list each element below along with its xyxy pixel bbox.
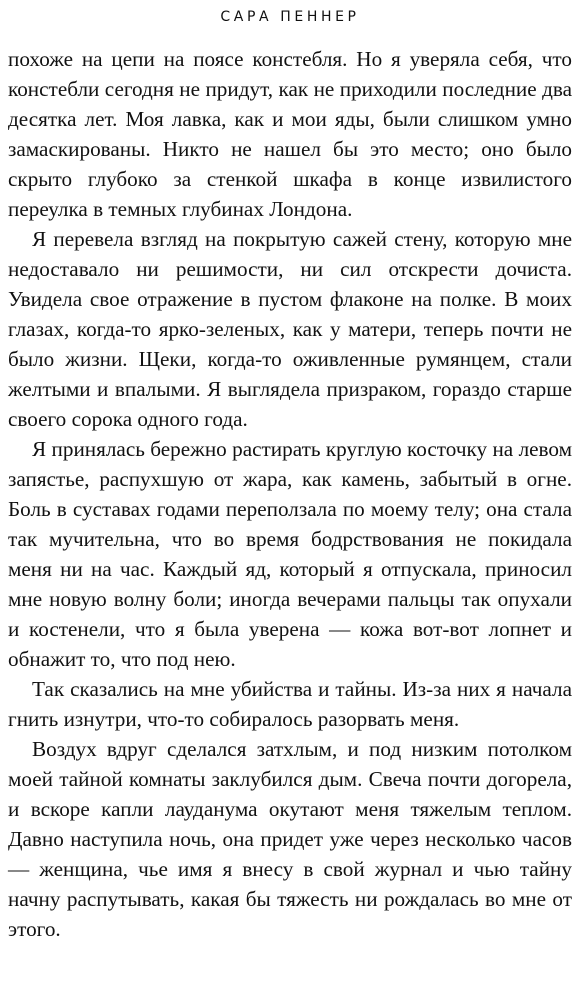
paragraph-continued: похоже на цепи на поясе констебля. Но я уверяла себя, что констебли сегодня не придут, как не приходили последние два десятка лет. Моя лавка, как и мои яды, были слишком умно замаскированы. Никто не нашел бы это место; оно было скрыто глубоко за стенкой шкафа в конце извилистого переулка в темных глубинах Лондона. bbox=[8, 47, 572, 221]
body-text bbox=[8, 44, 572, 944]
paragraph: Так сказались на мне убийства и тайны. Из-за них я начала гнить изнутри, что-то собиралось разорвать меня. bbox=[8, 677, 572, 731]
running-head-author: САРА ПЕННЕР bbox=[220, 9, 360, 25]
paragraph: Воздух вдруг сделался затхлым, и под низким потолком моей тайной комнаты заклубился дым. Свеча почти догорела, и вскоре капли лауданума окутают меня тяжелым теплом. Давно наступила ночь, она придет уже через несколько часов — женщина, чье имя я внесу в свой журнал и чью тайну начну распутывать, какая бы тяжесть ни рождалась во мне от этого. bbox=[8, 737, 572, 941]
paragraph: Я принялась бережно растирать круглую косточку на левом запястье, распухшую от жара, как камень, забытый в огне. Боль в суставах годами переползала по моему телу; она стала так мучительна, что во время бодрствования не покидала меня ни на час. Каждый яд, который я отпускала, приносил мне новую волну боли; иногда вечерами пальцы так опухали и костенели, что я была уверена — кожа вот-вот лопнет и обнажит то, что под нею. bbox=[8, 437, 572, 671]
paragraph: Я перевела взгляд на покрытую сажей стену, которую мне недоставало ни решимости, ни сил отскрести дочиста. Увидела свое отражение в пустом флаконе на полке. В моих глазах, когда-то ярко-зеленых, как у матери, теперь почти не было жизни. Щеки, когда-то оживленные румянцем, стали желтыми и впалыми. Я выглядела призраком, гораздо старше своего сорока одного года. bbox=[8, 227, 572, 431]
